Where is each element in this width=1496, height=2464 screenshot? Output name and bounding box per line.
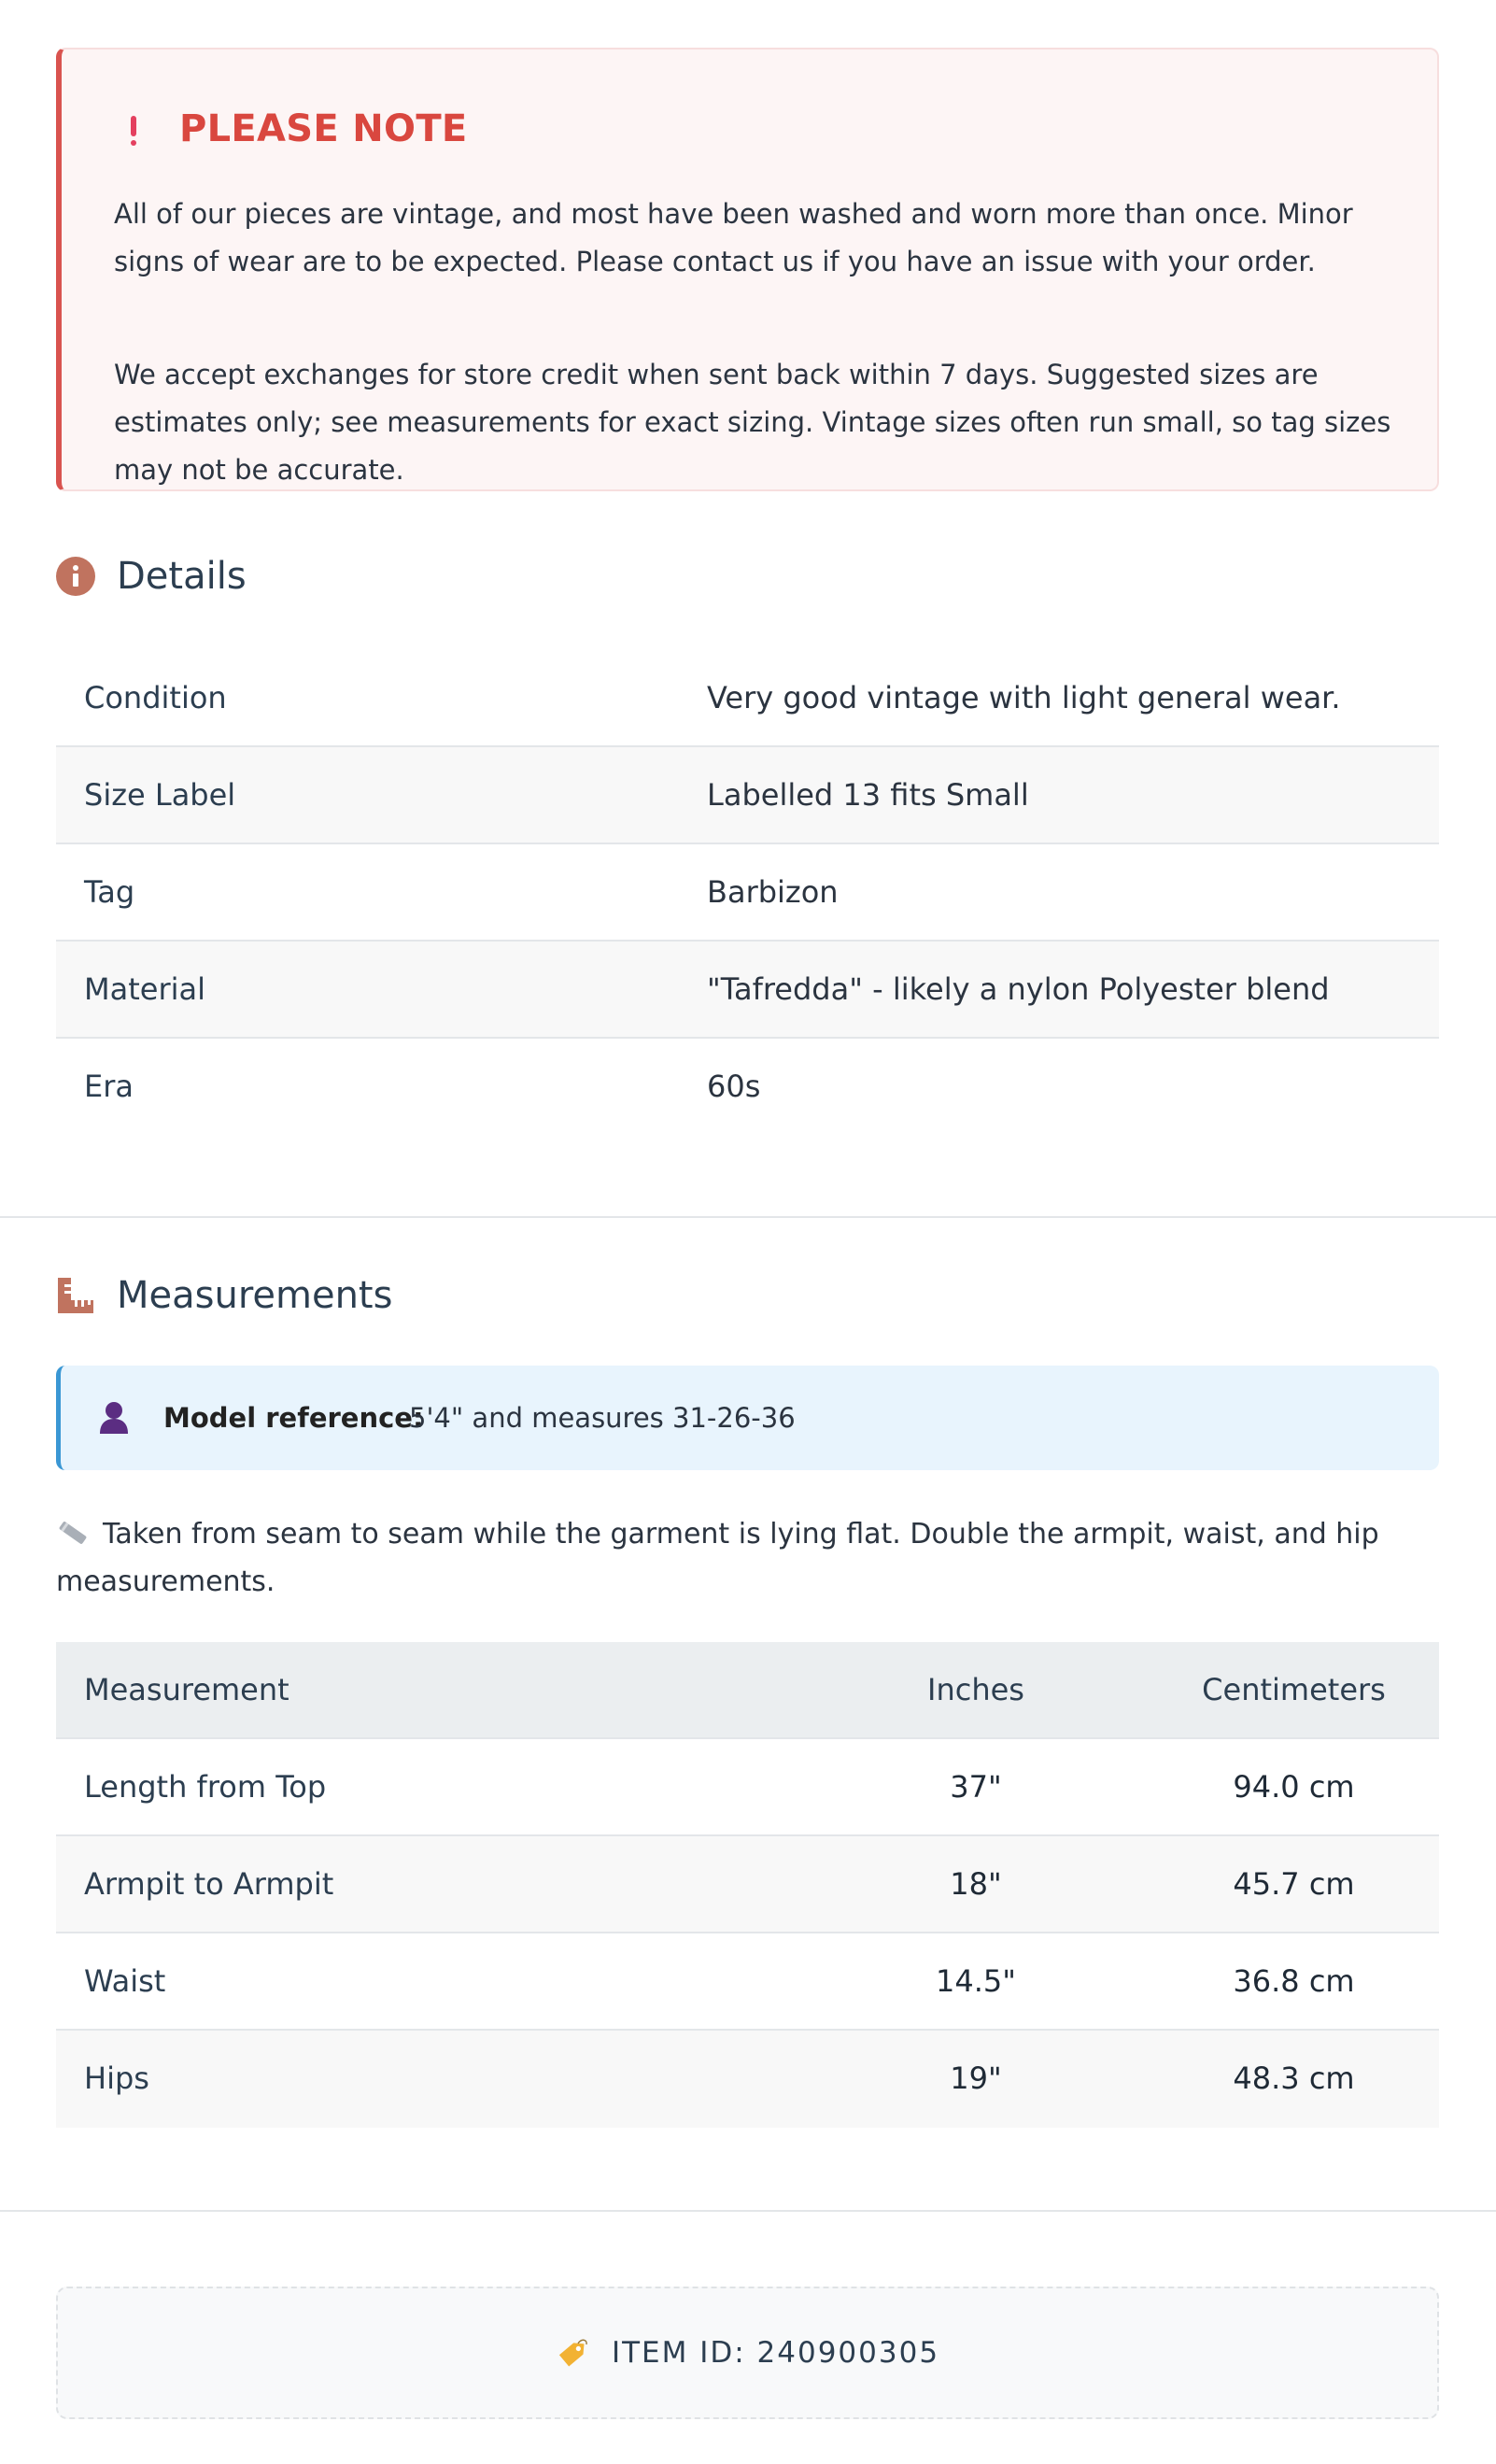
measurement-inches: 37" [950,1769,1002,1805]
column-header-centimeters: Centimeters [1202,1672,1386,1707]
notice-box [56,48,1439,491]
measurement-name: Armpit to Armpit [84,1866,334,1902]
details-value: 60s [707,1069,761,1104]
measurement-inches: 18" [950,1866,1002,1902]
column-header-measurement: Measurement [84,1672,289,1707]
details-heading [56,555,247,598]
column-header-inches: Inches [927,1672,1024,1707]
measurement-cm: 45.7 cm [1233,1866,1355,1902]
details-table [56,650,1439,1136]
details-label: Tag [84,874,135,910]
details-row [56,844,1439,942]
measurement-name: Waist [84,1963,166,1999]
measurements-heading [56,1274,392,1317]
details-label: Material [84,971,205,1007]
details-row [56,747,1439,844]
measurements-title: Measurements [117,1274,393,1317]
table-row [56,1836,1439,1933]
measurement-name: Hips [84,2060,149,2096]
tag-icon [556,2336,591,2370]
table-row [56,1739,1439,1836]
measurement-cm: 94.0 cm [1233,1769,1355,1805]
details-value: "Tafredda" - likely a nylon Polyester blend [707,971,1330,1007]
exclamation-icon [125,108,142,149]
details-label: Condition [84,680,227,715]
notice-paragraph-2: We accept exchanges for store credit when sent back within 7 days. Suggested sizes are estimates only; see measurements for exact sizing. Vintage sizes often run small, so tag sizes may not be accurate. [114,359,1391,486]
model-reference-value: 5'4" and measures 31-26-36 [409,1402,796,1434]
notice-title: PLEASE NOTE [179,107,468,150]
details-value: Barbizon [707,874,839,910]
measurement-cm: 48.3 cm [1233,2060,1355,2096]
measurement-name: Length from Top [84,1769,327,1805]
item-id-content [58,2288,1437,2417]
measurement-inches: 14.5" [936,1963,1016,1999]
details-row [56,1039,1439,1136]
details-value: Labelled 13 fits Small [707,777,1029,813]
info-icon [56,557,95,596]
details-label: Size Label [84,777,236,813]
details-value: Very good vintage with light general wear. [707,680,1341,715]
details-row [56,942,1439,1039]
measurement-cm: 36.8 cm [1233,1963,1355,1999]
person-icon [98,1400,130,1436]
measurements-table [56,1642,1439,2128]
ruler-icon [56,1276,95,1315]
section-divider [0,1216,1496,1218]
measurement-inches: 19" [950,2060,1002,2096]
table-header-row [56,1642,1439,1739]
measurements-note [56,1510,1382,1606]
model-reference-label: Model reference: [163,1402,424,1434]
details-label: Era [84,1069,134,1104]
details-title: Details [117,555,247,598]
section-divider [0,2210,1496,2212]
notice-paragraph-1: All of our pieces are vintage, and most have been washed and worn more than once. Minor signs of wear are to be expected. Please contact us if you have an issue with your order. [114,198,1353,277]
notice-header [125,107,468,150]
pencil-icon [56,1514,90,1542]
measurements-note-text: Taken from seam to seam while the garment is lying flat. Double the armpit, waist, and hip measurements. [56,1518,1379,1598]
table-row [56,1933,1439,2031]
table-row [56,2031,1439,2128]
item-id-text: ITEM ID: 240900305 [611,2336,940,2370]
model-reference-box [56,1366,1439,1470]
details-row [56,650,1439,747]
item-id-box [56,2287,1439,2419]
